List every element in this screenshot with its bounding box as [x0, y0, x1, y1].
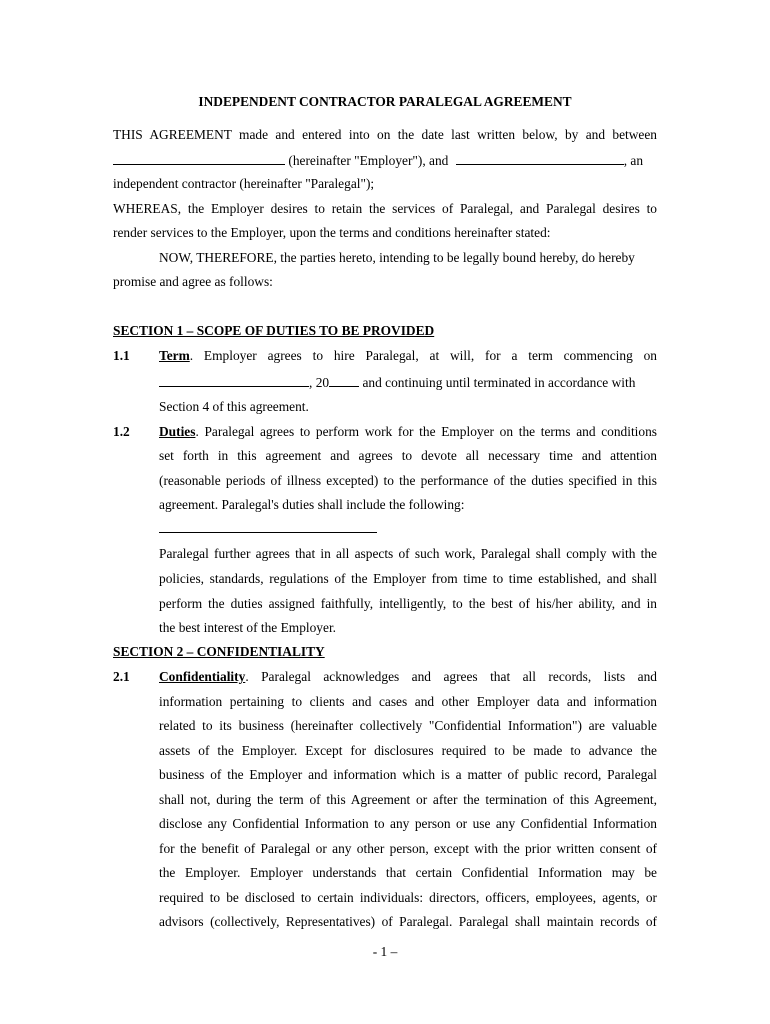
paralegal-name-blank[interactable] — [456, 152, 624, 165]
clause-2-1-line-3: related to its business (hereinafter collectively "Confidential Information") are valuable — [159, 718, 657, 733]
clause-1-1-label: Term — [159, 348, 190, 363]
clause-1-2-line-2: set forth in this agreement and agrees to devote all necessary time and attention — [159, 448, 657, 463]
duties-blank[interactable] — [159, 520, 377, 533]
clause-1-1-line-3: Section 4 of this agreement. — [159, 399, 309, 414]
clause-1-1-number: 1.1 — [113, 348, 130, 363]
intro-line-3: independent contractor (hereinafter "Paralegal"); — [113, 176, 375, 191]
page-number: - 1 – — [372, 944, 398, 959]
intro-line-2 — [113, 152, 657, 169]
clause-1-2-number: 1.2 — [113, 424, 130, 439]
clause-2-1-line-2: information pertaining to clients and cases and other Employer data and information — [159, 694, 657, 709]
whereas-line-2: render services to the Employer, upon the terms and conditions hereinafter stated: — [113, 225, 551, 240]
employer-name-blank[interactable] — [113, 152, 285, 165]
clause-1-2-line-3: (reasonable periods of illness excepted) to the performance of the duties specified in this — [159, 473, 657, 488]
clause-2-1-text-1: . Paralegal acknowledges and agrees that all records, lists and — [245, 669, 657, 684]
clause-1-2-para-line-4: the best interest of the Employer. — [159, 620, 337, 635]
clause-2-1-line-7: disclose any Confidential Information to any person or use any Confidential Information — [159, 816, 657, 831]
clause-2-1-line-8: for the benefit of Paralegal or any other person, except with the prior written consent of — [159, 841, 657, 856]
section-2-heading: SECTION 2 – CONFIDENTIALITY — [113, 644, 325, 659]
clause-2-1-line-1 — [159, 669, 657, 685]
now-therefore-line-2: promise and agree as follows: — [113, 274, 273, 289]
clause-1-2-para-line-2: policies, standards, regulations of the Employer from time to time established, and shall — [159, 571, 657, 586]
intro-line-2-text-a: (hereinafter "Employer"), and — [288, 153, 449, 168]
clause-1-1-text-1: . Employer agrees to hire Paralegal, at will, for a term commencing on — [189, 348, 657, 363]
clause-2-1-line-6: shall not, during the term of this Agreement or after the termination of this Agreement, — [159, 792, 657, 807]
now-therefore-line-1: NOW, THEREFORE, the parties hereto, intending to be legally bound hereby, do hereby — [159, 250, 635, 265]
duties-blank-line — [159, 520, 377, 537]
clause-1-1-line-1 — [159, 348, 657, 364]
start-date-blank[interactable] — [159, 374, 309, 387]
clause-1-2-label: Duties — [159, 424, 196, 439]
start-year-blank[interactable] — [329, 374, 359, 387]
clause-1-1-line-2 — [159, 374, 657, 391]
clause-1-1-text-2b: and continuing until terminated in accordance with — [362, 375, 636, 390]
clause-2-1-line-5: business of the Employer and information which is a matter of public record, Paralegal — [159, 767, 657, 782]
clause-1-2-para-line-3: perform the duties assigned faithfully, intelligently, to the best of his/her ability, and in — [159, 596, 657, 611]
section-1-heading: SECTION 1 – SCOPE OF DUTIES TO BE PROVIDED — [113, 323, 435, 338]
clause-1-2-para-line-1: Paralegal further agrees that in all aspects of such work, Paralegal shall comply with the — [159, 546, 657, 561]
clause-1-2-text-1: . Paralegal agrees to perform work for the Employer on the terms and conditions — [195, 424, 657, 439]
intro-line-1: THIS AGREEMENT made and entered into on the date last written below, by and between — [113, 127, 657, 142]
clause-1-2-line-4: agreement. Paralegal's duties shall include the following: — [159, 497, 465, 512]
clause-2-1-line-10: required to be disclosed to certain individuals: directors, officers, employees, agents, or — [159, 890, 657, 905]
clause-2-1-label: Confidentiality — [159, 669, 246, 684]
clause-1-2-line-1 — [159, 424, 657, 440]
agreement-title: INDEPENDENT CONTRACTOR PARALEGAL AGREEMENT — [198, 94, 572, 109]
clause-2-1-line-9: the Employer. Employer understands that certain Confidential Information may be — [159, 865, 657, 880]
clause-2-1-number: 2.1 — [113, 669, 130, 684]
intro-line-2-text-b: , an — [623, 153, 644, 168]
clause-2-1-line-11: advisors (collectively, Representatives) of Paralegal. Paralegal shall maintain records of — [159, 914, 657, 929]
whereas-line-1: WHEREAS, the Employer desires to retain the services of Paralegal, and Paralegal desires to — [113, 201, 657, 216]
clause-1-1-text-2a: , 20 — [309, 375, 330, 390]
clause-2-1-line-4: assets of the Employer. Except for disclosures required to be made to advance the — [159, 743, 657, 758]
